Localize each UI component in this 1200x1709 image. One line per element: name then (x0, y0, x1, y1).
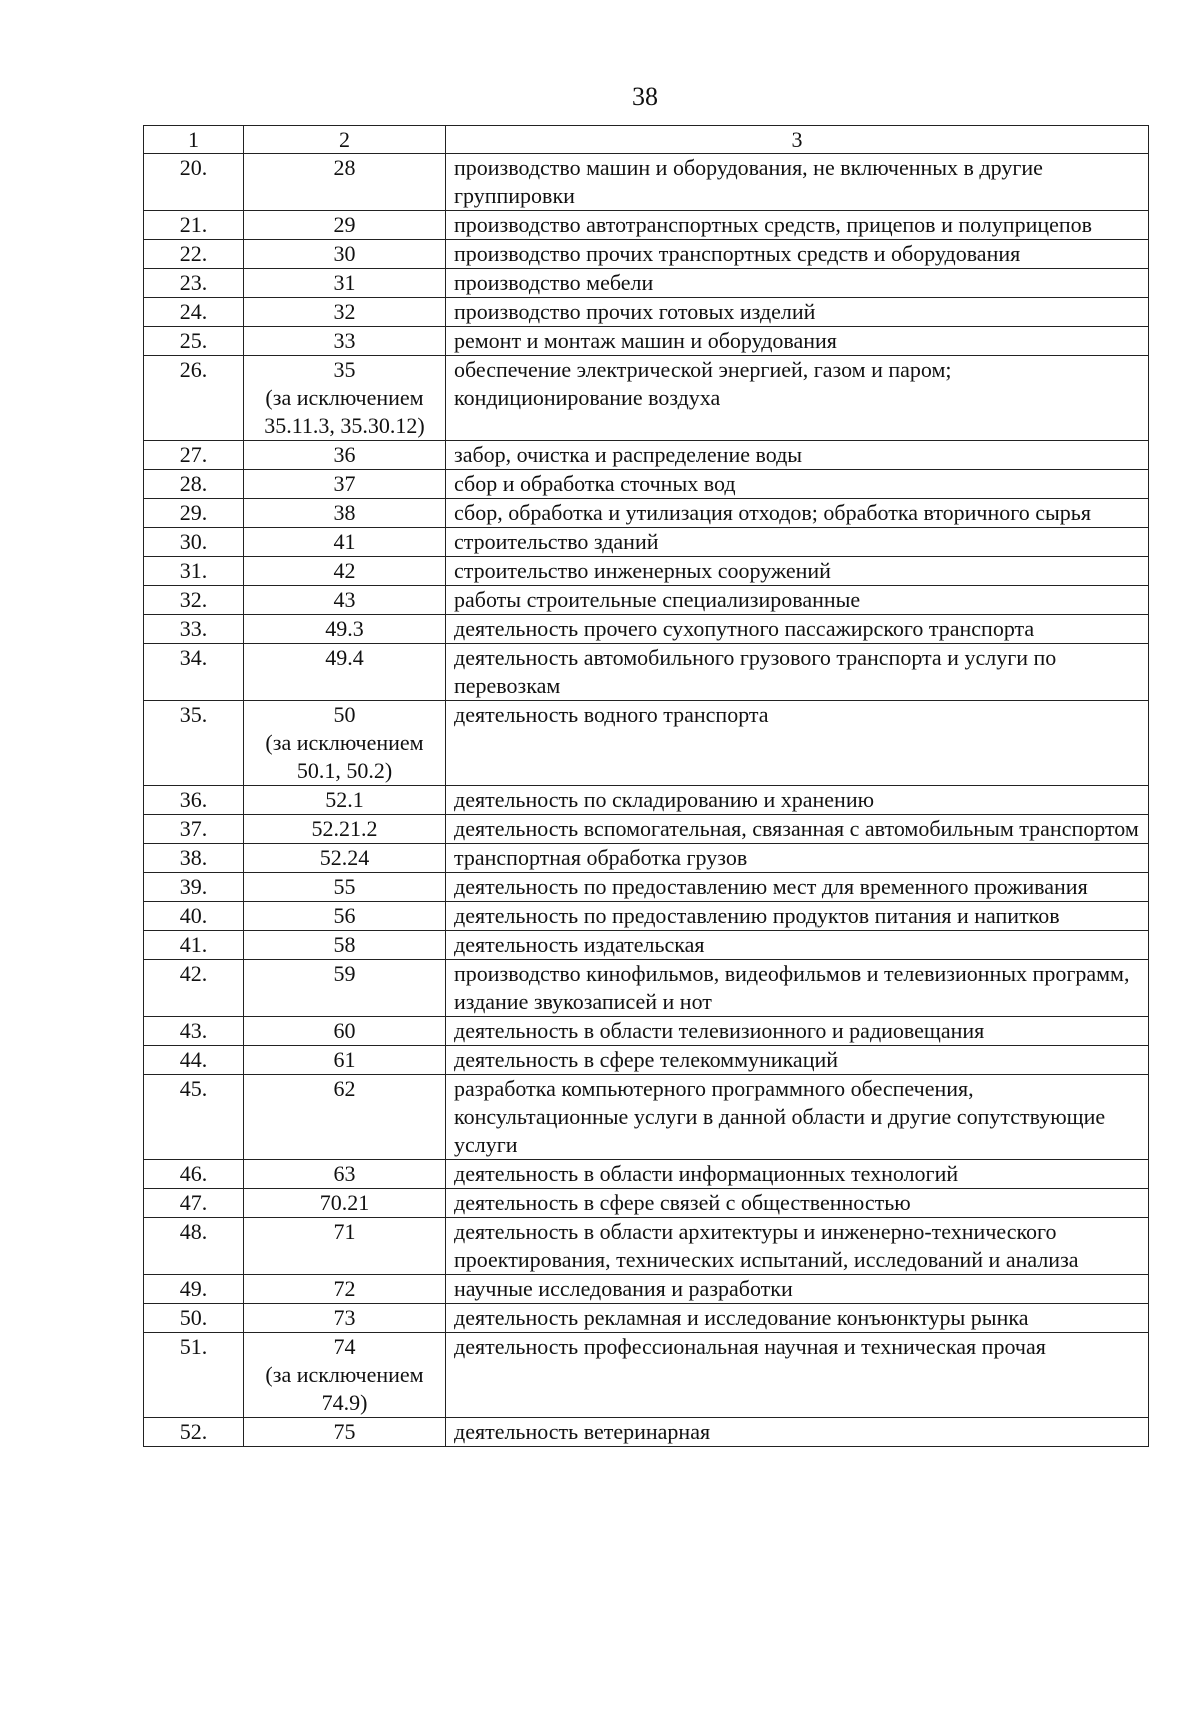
okved-code-line: 72 (333, 1276, 356, 1301)
activity-description: деятельность ветеринарная (446, 1418, 1149, 1447)
row-number: 50. (144, 1304, 244, 1333)
activity-description: деятельность профессиональная научная и техническая прочая (446, 1333, 1149, 1418)
table-row (144, 1017, 1149, 1046)
okved-code-line: 31 (333, 270, 356, 295)
row-number: 44. (144, 1046, 244, 1075)
row-number: 45. (144, 1075, 244, 1160)
activity-description: деятельность водного транспорта (446, 701, 1149, 786)
okved-code-line: (за исключением (265, 385, 424, 410)
okved-code-line: 58 (333, 932, 356, 957)
row-number: 40. (144, 902, 244, 931)
activity-description: деятельность по складированию и хранению (446, 786, 1149, 815)
okved-code-cell (244, 931, 446, 960)
row-number: 42. (144, 960, 244, 1017)
activity-description: производство прочих готовых изделий (446, 298, 1149, 327)
table-header-row (144, 126, 1149, 154)
activity-description: деятельность вспомогательная, связанная с автомобильным транспортом (446, 815, 1149, 844)
okved-code-cell (244, 528, 446, 557)
okved-code-cell (244, 470, 446, 499)
row-number: 35. (144, 701, 244, 786)
table-row (144, 1160, 1149, 1189)
activity-description: деятельность в области телевизионного и радиовещания (446, 1017, 1149, 1046)
row-number: 52. (144, 1418, 244, 1447)
okved-code-line: 35 (333, 357, 356, 382)
page-number: 38 (632, 82, 658, 111)
okved-code-line: 55 (333, 874, 356, 899)
table-row (144, 470, 1149, 499)
activity-description: ремонт и монтаж машин и оборудования (446, 327, 1149, 356)
okved-code-cell (244, 499, 446, 528)
activity-description: обеспечение электрической энергией, газом и паром; кондиционирование воздуха (446, 356, 1149, 441)
table-row (144, 269, 1149, 298)
okved-code-line: 52.24 (319, 845, 370, 870)
table-row (144, 960, 1149, 1017)
okved-code-cell (244, 1333, 446, 1418)
table-row (144, 1418, 1149, 1447)
row-number: 23. (144, 269, 244, 298)
okved-code-cell (244, 1160, 446, 1189)
okved-code-cell (244, 154, 446, 211)
activity-description: деятельность в области информационных технологий (446, 1160, 1149, 1189)
activity-description: деятельность в сфере телекоммуникаций (446, 1046, 1149, 1075)
okved-code-cell (244, 1304, 446, 1333)
okved-code-cell (244, 298, 446, 327)
classification-table (143, 125, 1149, 1447)
row-number: 27. (144, 441, 244, 470)
header-col-2: 2 (244, 126, 446, 154)
activity-description: транспортная обработка грузов (446, 844, 1149, 873)
okved-code-line: 50 (333, 702, 356, 727)
table-row (144, 327, 1149, 356)
okved-code-line: 29 (333, 212, 356, 237)
okved-code-cell (244, 615, 446, 644)
header-col-1: 1 (144, 126, 244, 154)
activity-description: забор, очистка и распределение воды (446, 441, 1149, 470)
row-number: 31. (144, 557, 244, 586)
okved-code-line: 75 (333, 1419, 356, 1444)
okved-code-line: 52.1 (325, 787, 364, 812)
table-row (144, 528, 1149, 557)
okved-code-line: 49.3 (325, 616, 364, 641)
row-number: 48. (144, 1218, 244, 1275)
row-number: 47. (144, 1189, 244, 1218)
okved-code-cell (244, 240, 446, 269)
okved-code-line: 62 (333, 1076, 356, 1101)
okved-code-cell (244, 960, 446, 1017)
table-row (144, 1275, 1149, 1304)
table-row (144, 1189, 1149, 1218)
table-row (144, 1333, 1149, 1418)
table-row (144, 873, 1149, 902)
okved-code-line: 61 (333, 1047, 356, 1072)
okved-code-line: 71 (333, 1219, 356, 1244)
activity-description: производство автотранспортных средств, прицепов и полуприцепов (446, 211, 1149, 240)
okved-code-line: 43 (333, 587, 356, 612)
row-number: 33. (144, 615, 244, 644)
table-row (144, 615, 1149, 644)
okved-code-cell (244, 356, 446, 441)
header-col-3: 3 (446, 126, 1149, 154)
okved-code-cell (244, 786, 446, 815)
okved-code-cell (244, 644, 446, 701)
table-row (144, 902, 1149, 931)
row-number: 41. (144, 931, 244, 960)
row-number: 37. (144, 815, 244, 844)
row-number: 29. (144, 499, 244, 528)
table-row (144, 211, 1149, 240)
activity-description: деятельность в сфере связей с общественностью (446, 1189, 1149, 1218)
okved-code-cell (244, 1218, 446, 1275)
activity-description: деятельность в области архитектуры и инженерно-технического проектирования, технических испытаний, исследований и анализа (446, 1218, 1149, 1275)
row-number: 38. (144, 844, 244, 873)
activity-description: производство прочих транспортных средств и оборудования (446, 240, 1149, 269)
okved-code-line: 74 (333, 1334, 356, 1359)
activity-description: деятельность автомобильного грузового транспорта и услуги по перевозкам (446, 644, 1149, 701)
table-row (144, 701, 1149, 786)
activity-description: производство мебели (446, 269, 1149, 298)
table-row (144, 499, 1149, 528)
okved-code-cell (244, 701, 446, 786)
okved-code-line: 36 (333, 442, 356, 467)
table-row (144, 786, 1149, 815)
okved-code-cell (244, 441, 446, 470)
okved-code-cell (244, 1046, 446, 1075)
okved-code-cell (244, 1418, 446, 1447)
activity-description: производство машин и оборудования, не включенных в другие группировки (446, 154, 1149, 211)
table-row (144, 356, 1149, 441)
okved-code-cell (244, 1017, 446, 1046)
row-number: 43. (144, 1017, 244, 1046)
okved-code-line: 73 (333, 1305, 356, 1330)
activity-description: деятельность издательская (446, 931, 1149, 960)
activity-description: строительство инженерных сооружений (446, 557, 1149, 586)
row-number: 39. (144, 873, 244, 902)
okved-code-cell (244, 873, 446, 902)
activity-description: строительство зданий (446, 528, 1149, 557)
activity-description: работы строительные специализированные (446, 586, 1149, 615)
table-row (144, 154, 1149, 211)
activity-description: научные исследования и разработки (446, 1275, 1149, 1304)
activity-description: сбор, обработка и утилизация отходов; обработка вторичного сырья (446, 499, 1149, 528)
okved-code-line: 33 (333, 328, 356, 353)
okved-code-line: 37 (333, 471, 356, 496)
okved-code-cell (244, 1075, 446, 1160)
okved-code-line: 30 (333, 241, 356, 266)
row-number: 24. (144, 298, 244, 327)
okved-code-line: 50.1, 50.2) (296, 758, 393, 783)
table-row (144, 644, 1149, 701)
okved-code-line: 74.9) (321, 1390, 368, 1415)
okved-code-line: 63 (333, 1161, 356, 1186)
okved-code-line: 70.21 (319, 1190, 370, 1215)
okved-code-line: 41 (333, 529, 356, 554)
okved-code-line: 35.11.3, 35.30.12) (264, 413, 425, 438)
okved-code-line: 32 (333, 299, 356, 324)
table-row (144, 586, 1149, 615)
table-row (144, 441, 1149, 470)
okved-code-cell (244, 902, 446, 931)
activity-description: деятельность рекламная и исследование конъюнктуры рынка (446, 1304, 1149, 1333)
row-number: 49. (144, 1275, 244, 1304)
table-row (144, 1218, 1149, 1275)
okved-code-line: (за исключением (265, 730, 424, 755)
table-row (144, 1075, 1149, 1160)
okved-code-cell (244, 269, 446, 298)
row-number: 22. (144, 240, 244, 269)
row-number: 20. (144, 154, 244, 211)
row-number: 26. (144, 356, 244, 441)
row-number: 32. (144, 586, 244, 615)
okved-code-cell (244, 1275, 446, 1304)
row-number: 34. (144, 644, 244, 701)
okved-code-line: 56 (333, 903, 356, 928)
table-row (144, 815, 1149, 844)
okved-code-cell (244, 815, 446, 844)
okved-code-line: 59 (333, 961, 356, 986)
table-row (144, 557, 1149, 586)
okved-code-line: (за исключением (265, 1362, 424, 1387)
okved-code-cell (244, 327, 446, 356)
okved-code-cell (244, 844, 446, 873)
row-number: 28. (144, 470, 244, 499)
okved-code-cell (244, 586, 446, 615)
table-row (144, 1046, 1149, 1075)
row-number: 30. (144, 528, 244, 557)
activity-description: деятельность прочего сухопутного пассажирского транспорта (446, 615, 1149, 644)
table-row (144, 1304, 1149, 1333)
row-number: 21. (144, 211, 244, 240)
okved-code-line: 49.4 (325, 645, 364, 670)
table-row (144, 844, 1149, 873)
table-row (144, 931, 1149, 960)
row-number: 25. (144, 327, 244, 356)
row-number: 51. (144, 1333, 244, 1418)
okved-code-line: 52.21.2 (311, 816, 378, 841)
activity-description: производство кинофильмов, видеофильмов и телевизионных программ, издание звукозаписей и нот (446, 960, 1149, 1017)
activity-description: разработка компьютерного программного обеспечения, консультационные услуги в данной области и другие сопутствующие услуги (446, 1075, 1149, 1160)
okved-code-line: 28 (333, 155, 356, 180)
okved-code-line: 60 (333, 1018, 356, 1043)
okved-code-cell (244, 211, 446, 240)
row-number: 36. (144, 786, 244, 815)
okved-code-cell (244, 1189, 446, 1218)
activity-description: деятельность по предоставлению мест для временного проживания (446, 873, 1149, 902)
okved-code-line: 42 (333, 558, 356, 583)
table-row (144, 298, 1149, 327)
activity-description: сбор и обработка сточных вод (446, 470, 1149, 499)
activity-description: деятельность по предоставлению продуктов питания и напитков (446, 902, 1149, 931)
table-row (144, 240, 1149, 269)
okved-code-line: 38 (333, 500, 356, 525)
row-number: 46. (144, 1160, 244, 1189)
okved-code-cell (244, 557, 446, 586)
